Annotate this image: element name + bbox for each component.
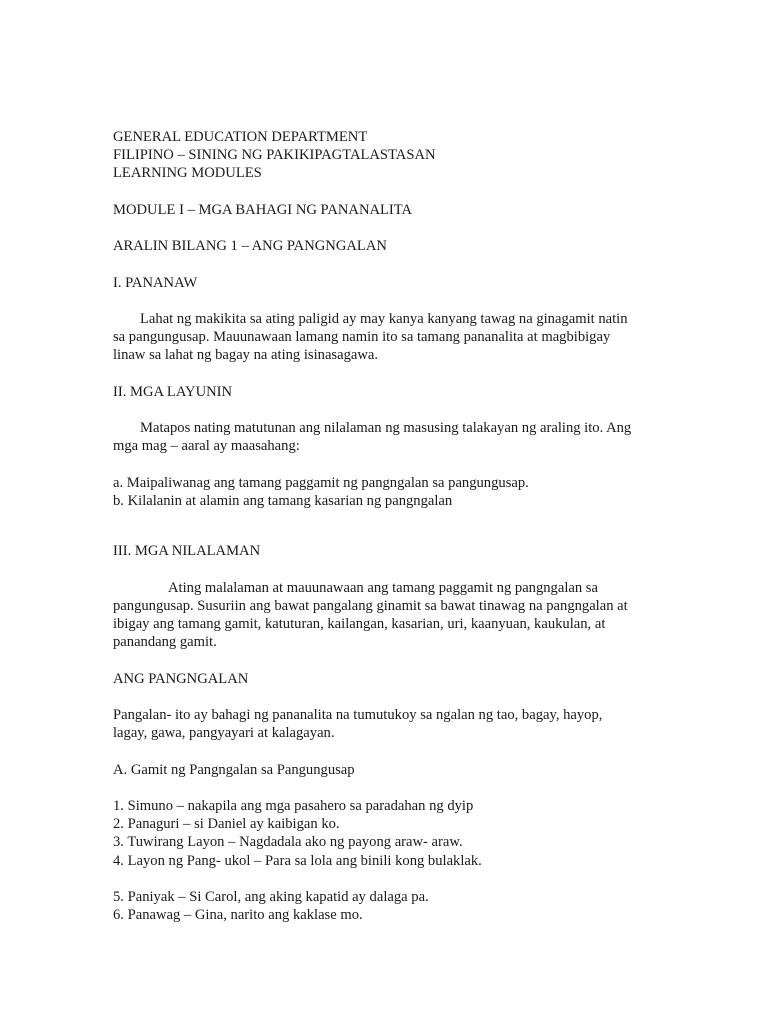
paragraph-line: panandang gamit. (113, 634, 217, 651)
section-heading-nilalaman: III. MGA NILALAMAN (113, 543, 261, 560)
layunin-paragraph (113, 419, 653, 455)
paragraph-line: lagay, gawa, pangyayari at kalagayan. (113, 725, 335, 742)
section-heading-ang-pangngalan: ANG PANGNGALAN (113, 670, 249, 687)
header-course: FILIPINO – SINING NG PAKIKIPAGTALASTASAN (113, 147, 436, 164)
list-item: 5. Paniyak – Si Carol, ang aking kapatid ay dalaga pa. (113, 888, 429, 905)
module-title: MODULE I – MGA BAHAGI NG PANANALITA (113, 201, 413, 218)
paragraph-line: Lahat ng makikita sa ating paligid ay may kanya kanyang tawag na ginagamit natin (140, 310, 628, 327)
section-heading-layunin: II. MGA LAYUNIN (113, 383, 233, 400)
list-item: 2. Panaguri – si Daniel ay kaibigan ko. (113, 816, 340, 833)
lesson-title: ARALIN BILANG 1 – ANG PANGNGALAN (113, 238, 387, 255)
subheading-gamit: A. Gamit ng Pangngalan sa Pangungusap (113, 761, 355, 778)
list-item: 6. Panawag – Gina, narito ang kaklase mo. (113, 907, 363, 924)
section-heading-pananaw: I. PANANAW (113, 274, 198, 291)
paragraph-line: pangungusap. Susuriin ang bawat pangalang ginamit sa bawat tinawag na pangngalan at (113, 597, 628, 614)
paragraph-line: Matapos nating matutunan ang nilalaman ng masusing talakayan ng araling ito. Ang (140, 420, 632, 437)
paragraph-line: Ating malalaman at mauunawaan ang tamang paggamit ng pangngalan sa (168, 579, 598, 596)
header-department: GENERAL EDUCATION DEPARTMENT (113, 129, 368, 145)
pananaw-paragraph (113, 310, 653, 365)
list-item: 1. Simuno – nakapila ang mga pasahero sa paradahan ng dyip (113, 797, 474, 814)
objective-item: b. Kilalanin at alamin ang tamang kasarian ng pangngalan (113, 492, 453, 509)
paragraph-line: mga mag – aaral ay maasahang: (113, 438, 300, 455)
uses-list-2 (113, 888, 653, 924)
list-item: 4. Layon ng Pang- ukol – Para sa lola ang binili kong bulaklak. (113, 852, 482, 869)
uses-list-1 (113, 797, 653, 870)
paragraph-line: sa pangungusap. Mauunawaan lamang namin ito sa tamang pananalita at magbibigay (113, 329, 611, 346)
paragraph-line: linaw sa lahat ng bagay na ating isinasagawa. (113, 347, 379, 364)
nilalaman-paragraph (113, 579, 653, 652)
paragraph-line: Pangalan- ito ay bahagi ng pananalita na tumutukoy sa ngalan ng tao, bagay, hayop, (113, 706, 603, 723)
header-learning-modules: LEARNING MODULES (113, 165, 262, 182)
paragraph-line: ibigay ang tamang gamit, katuturan, kailangan, kasarian, uri, kaanyuan, kaukulan, at (113, 615, 606, 632)
objectives-list (113, 474, 653, 510)
pangngalan-definition (113, 706, 653, 742)
list-item: 3. Tuwirang Layon – Nagdadala ako ng payong araw- araw. (113, 834, 463, 851)
document-page (113, 128, 653, 924)
objective-item: a. Maipaliwanag ang tamang paggamit ng pangngalan sa pangungusap. (113, 474, 529, 491)
